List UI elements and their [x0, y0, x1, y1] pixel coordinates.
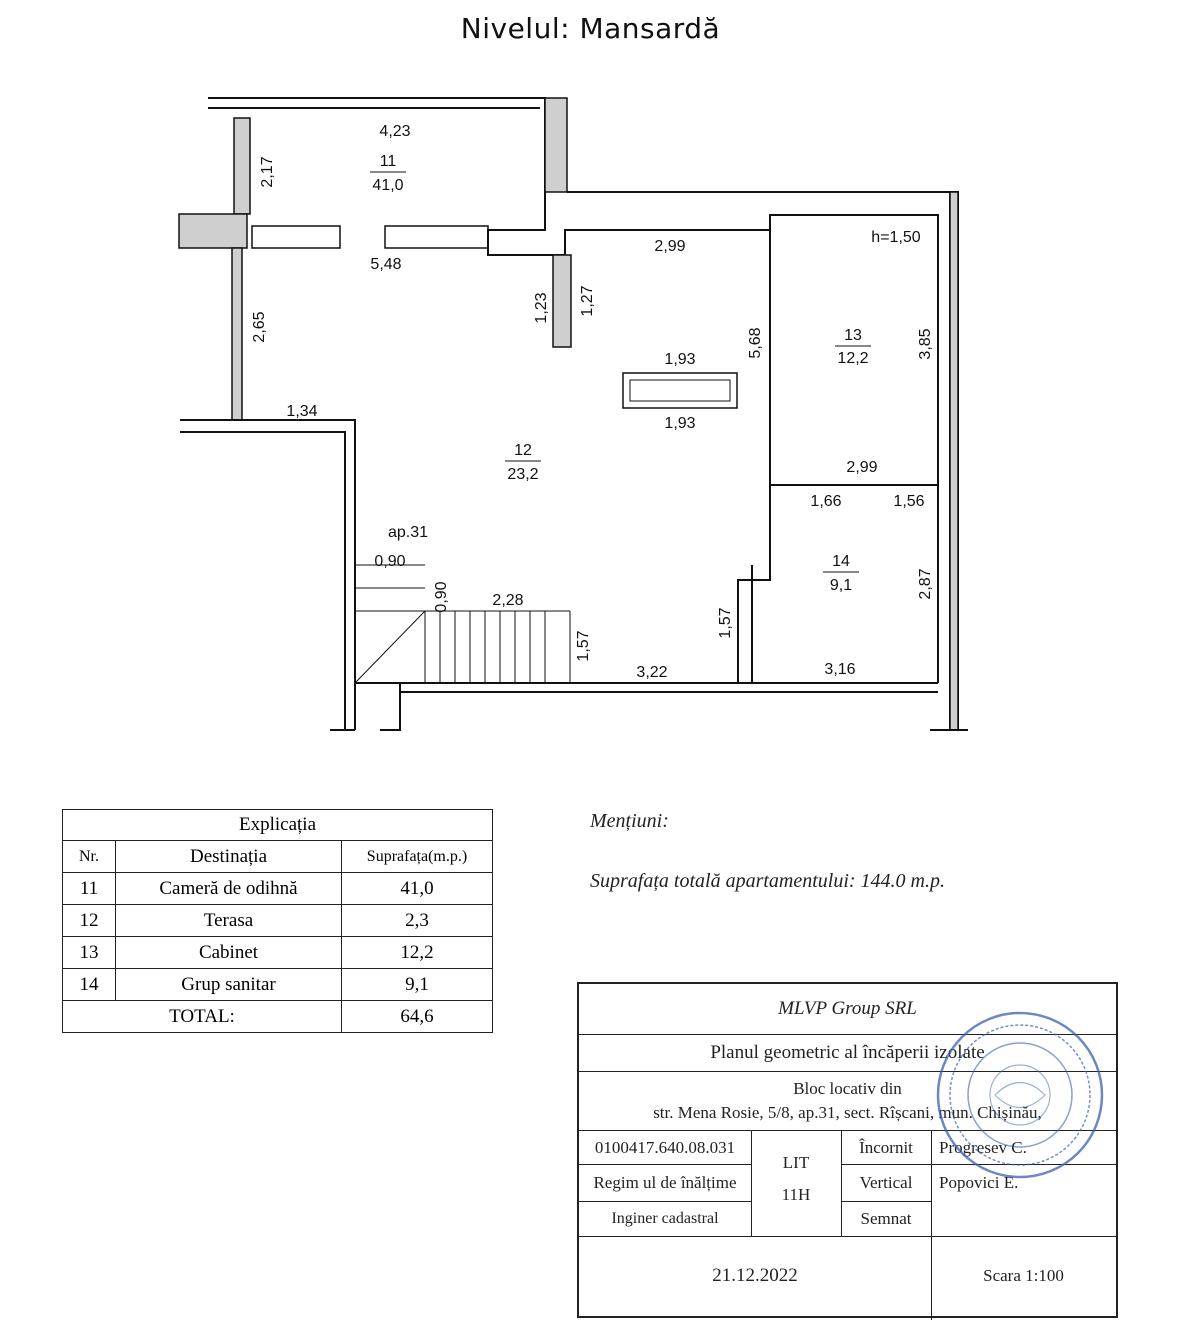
- dim-label: 3,16: [824, 661, 856, 678]
- legend-header-destination: Destinația: [116, 841, 342, 873]
- dim-label: 1,57: [575, 630, 592, 662]
- legend-cell: Cabinet: [116, 937, 342, 969]
- engineer-label: Inginer cadastral: [611, 1209, 719, 1227]
- address-line-1: Bloc locativ din: [793, 1079, 902, 1098]
- dim-label: 5,68: [747, 327, 764, 359]
- dim-label: 2,99: [654, 238, 686, 255]
- room-area: 12,2: [837, 350, 869, 367]
- staircase: [355, 565, 570, 683]
- drawn-name: Progresev C.: [939, 1137, 1027, 1157]
- lit-label: LIT: [782, 1153, 810, 1172]
- room-area: 23,2: [507, 466, 539, 483]
- legend-total-value: 64,6: [342, 1001, 493, 1033]
- table-row: [63, 905, 493, 937]
- dim-label: 1,93: [664, 415, 696, 432]
- legend-cell: 12,2: [342, 937, 493, 969]
- dim-label: 2,28: [492, 592, 524, 609]
- dim-label: 2,99: [846, 459, 878, 476]
- room-area: 9,1: [829, 577, 853, 594]
- page-title: Nivelul: Mansardă: [460, 12, 721, 45]
- dim-label: 1,27: [579, 285, 596, 317]
- legend-total-label: TOTAL:: [63, 1001, 342, 1033]
- notes-total-area: Suprafața totală apartamentului: 144.0 m.p.: [590, 870, 945, 892]
- dim-label: 5,48: [370, 256, 402, 273]
- scale: Scara 1:100: [983, 1266, 1064, 1285]
- dim-label: 4,23: [379, 123, 411, 140]
- dim-label: 2,65: [251, 311, 268, 343]
- table-row: [63, 873, 493, 905]
- dim-label: 3,85: [917, 328, 934, 360]
- lit-value: 11H: [781, 1185, 811, 1204]
- room-area: 41,0: [372, 177, 404, 194]
- signed-label: Semnat: [860, 1208, 912, 1228]
- company-name: MLVP Group SRL: [579, 984, 1116, 1035]
- document-date: 21.12.2022: [712, 1265, 798, 1286]
- drawn-label: Încоrnit: [859, 1137, 913, 1157]
- room-14-label: [823, 553, 859, 594]
- table-row: [63, 937, 493, 969]
- address-line-2: str. Mena Rosie, 5/8, ap.31, sect. Rîșcani, mun. Chișinău,: [653, 1103, 1042, 1122]
- table-row: [63, 969, 493, 1001]
- legend-cell: 13: [63, 937, 116, 969]
- legend-cell: 12: [63, 905, 116, 937]
- legend-header-area: Suprafața(m.p.): [342, 841, 493, 873]
- official-stamp-seal: [935, 1010, 1105, 1180]
- room-number: 11: [379, 153, 397, 170]
- legend-header-nr: Nr.: [63, 841, 116, 873]
- room-number: 14: [832, 553, 850, 570]
- dim-label: ap.31: [387, 524, 429, 541]
- legend-caption: Explicația: [63, 810, 493, 841]
- legend-cell: Terasa: [116, 905, 342, 937]
- verified-name: Popovici E.: [939, 1172, 1019, 1192]
- dimension-labels: [251, 123, 934, 681]
- dim-label: 1,34: [286, 403, 318, 420]
- cadastral-number: 0100417.640.08.031: [594, 1137, 736, 1157]
- dim-label: 1,66: [810, 493, 842, 510]
- room-11-label: [370, 153, 406, 194]
- dim-label: 2,87: [917, 568, 934, 600]
- dim-label: 3,22: [636, 664, 668, 681]
- dim-label: 0,90: [433, 581, 450, 613]
- notes-heading: Mențiuni:: [590, 810, 669, 832]
- legend-table: [62, 809, 493, 1033]
- room-number: 12: [514, 442, 532, 459]
- dim-label: 1,56: [893, 493, 925, 510]
- legend-cell: 11: [63, 873, 116, 905]
- room-number: 13: [844, 327, 862, 344]
- document-title: Planul geometric al încăperii izolate: [579, 1034, 1116, 1072]
- legend-cell: 41,0: [342, 873, 493, 905]
- height-regime: Regim ul de înălțime: [593, 1172, 737, 1192]
- legend-cell: Grup sanitar: [116, 969, 342, 1001]
- dim-label: 0,90: [374, 553, 406, 570]
- verified-label: Vertical: [859, 1172, 913, 1192]
- legend-cell: 14: [63, 969, 116, 1001]
- room-12-label: [505, 442, 541, 483]
- room-13-label: [835, 327, 871, 367]
- legend-cell: 9,1: [342, 969, 493, 1001]
- dim-label: 1,57: [717, 607, 734, 639]
- table-row-total: [63, 1001, 493, 1033]
- dim-label: 1,23: [533, 292, 550, 324]
- legend-cell: Cameră de odihnă: [116, 873, 342, 905]
- dim-label: 1,93: [664, 351, 696, 368]
- dim-label: h=1,50: [871, 229, 921, 246]
- dim-label: 2,17: [259, 156, 276, 188]
- legend-cell: 2,3: [342, 905, 493, 937]
